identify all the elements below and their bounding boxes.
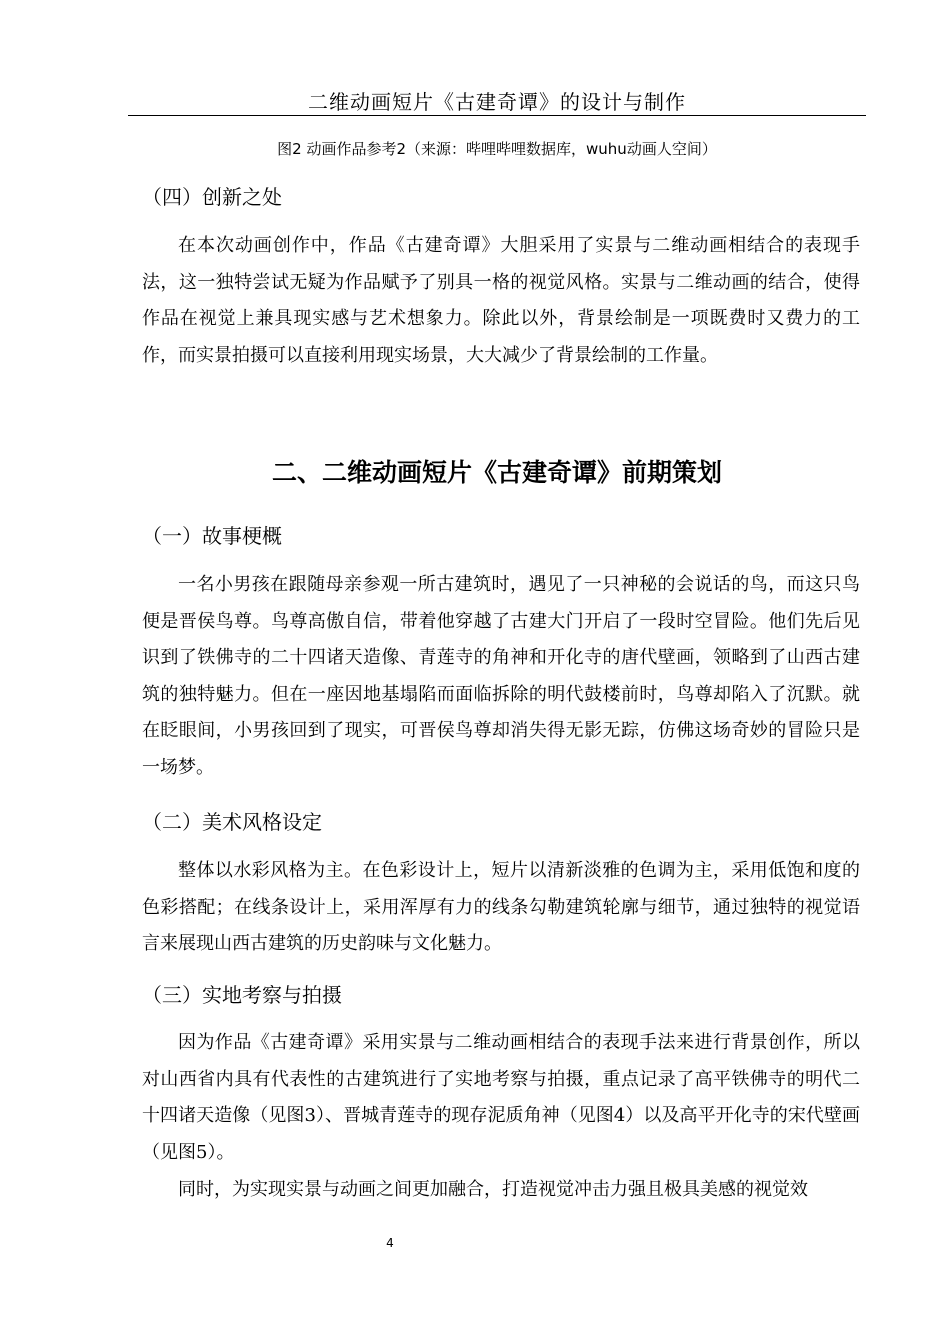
figure-caption: 图2 动画作品参考2（来源：哔哩哔哩数据库，wuhu动画人空间） xyxy=(277,140,717,158)
page-header-title: 二维动画短片《古建奇谭》的设计与制作 xyxy=(308,90,686,114)
chapter-title: 二、二维动画短片《古建奇谭》前期策划 xyxy=(271,458,722,487)
section-heading-story: （一）故事梗概 xyxy=(142,524,282,548)
section-heading-art-style: （二）美术风格设定 xyxy=(142,810,322,834)
paragraph-art-style: 整体以水彩风格为主。在色彩设计上，短片以清新淡雅的色调为主，采用低饱和度的色彩搭配；在线条设计上，采用浑厚有力的线条勾勒建筑轮廓与细节，通过独特的视觉语言来展现山西古建筑的历史韵味与文化魅力。 xyxy=(142,860,860,954)
paragraph-story: 一名小男孩在跟随母亲参观一所古建筑时，遇见了一只神秘的会说话的鸟，而这只鸟便是晋侯鸟尊。鸟尊高傲自信，带着他穿越了古建大门开启了一段时空冒险。他们先后见识到了铁佛寺的二十四诸天造像、青莲寺的角神和开化寺的唐代壁画，领略到了山西古建筑的独特魅力。但在一座因地基塌陷而面临拆除的明代鼓楼前时，鸟尊却陷入了沉默。就在眨眼间，小男孩回到了现实，可晋侯鸟尊却消失得无影无踪，仿佛这场奇妙的冒险只是一场梦。 xyxy=(142,574,860,778)
header-divider xyxy=(128,115,866,116)
page-number: 4 xyxy=(386,1236,394,1250)
paragraph-fieldwork-2: 同时，为实现实景与动画之间更加融合，打造视觉冲击力强且极具美感的视觉效 xyxy=(178,1179,808,1200)
paragraph-innovation: 在本次动画创作中，作品《古建奇谭》大胆采用了实景与二维动画相结合的表现手法，这一独特尝试无疑为作品赋予了别具一格的视觉风格。实景与二维动画的结合，使得作品在视觉上兼具现实感与艺术想象力。除此以外，背景绘制是一项既费时又费力的工作，而实景拍摄可以直接利用现实场景，大大减少了背景绘制的工作量。 xyxy=(142,235,860,366)
section-heading-fieldwork: （三）实地考察与拍摄 xyxy=(142,983,342,1007)
paragraph-fieldwork-1: 因为作品《古建奇谭》采用实景与二维动画相结合的表现手法来进行背景创作，所以对山西省内具有代表性的古建筑进行了实地考察与拍摄，重点记录了高平铁佛寺的明代二十四诸天造像（见图3）、晋城青莲寺的现存泥质角神（见图4）以及高平开化寺的宋代壁画（见图5）。 xyxy=(142,1032,860,1163)
section-heading-innovation: （四）创新之处 xyxy=(142,185,282,209)
